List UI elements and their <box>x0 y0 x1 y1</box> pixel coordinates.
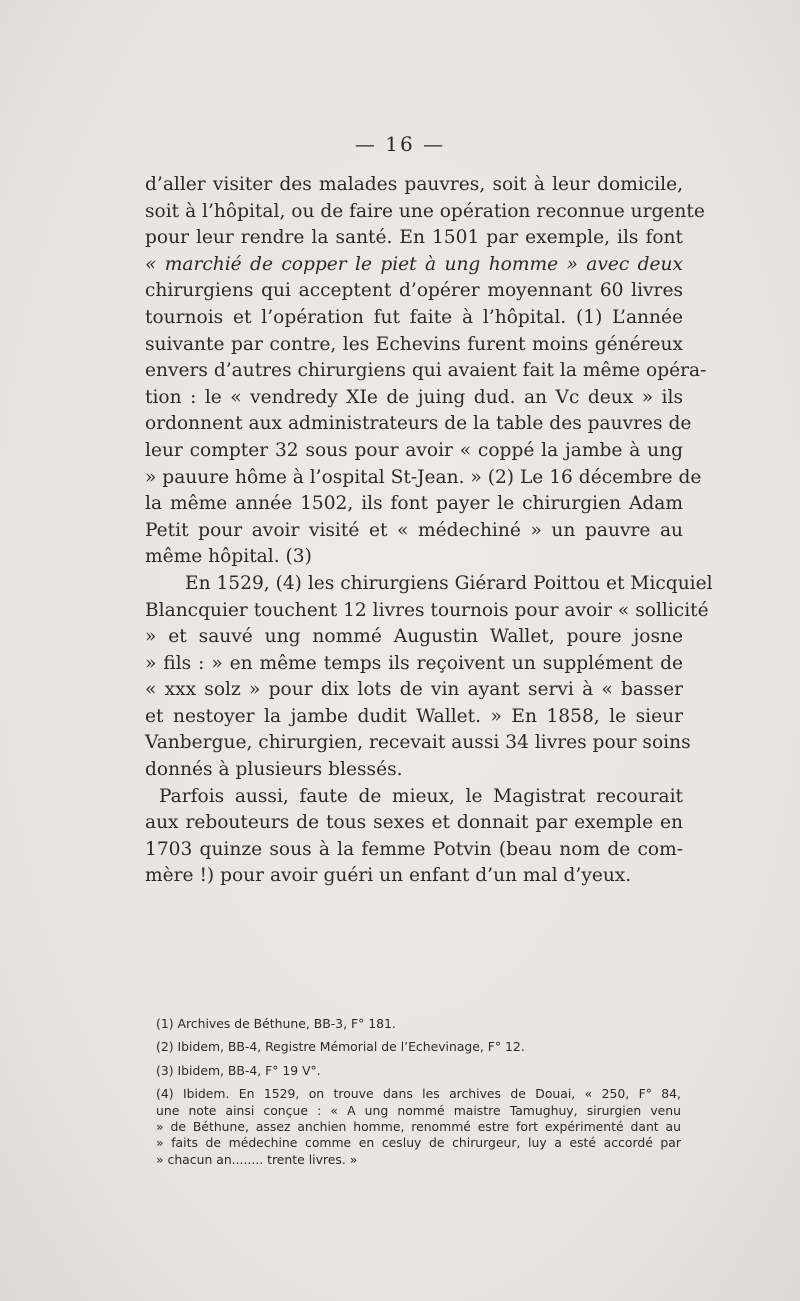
text-line: En 1529, (4) les chirurgiens Giérard Poittou et Micquiel <box>185 572 713 594</box>
text-line: » pauure hôme à l’ospital St-Jean. » (2) Le 16 décembre de <box>145 466 702 488</box>
footnote-line: (4) Ibidem. En 1529, on trouve dans les archives de Douai, « 250, F° 84, <box>156 1086 681 1102</box>
text-line: tournois et l’opération fut faite à l’hôpital. (1) L’année <box>145 306 683 328</box>
text-line: Vanbergue, chirurgien, recevait aussi 34 livres pour soins <box>145 732 691 754</box>
text-line: « marchié de copper le piet à ung homme » avec deux <box>145 253 683 275</box>
paragraph-2 <box>145 571 713 784</box>
text-line: leur compter 32 sous pour avoir « coppé la jambe à ung <box>145 439 683 461</box>
footnote-4 <box>156 1086 681 1168</box>
text-line: la même année 1502, ils font payer le chirurgien Adam <box>145 493 683 515</box>
footnote-3: (3) Ibidem, BB-4, F° 19 V°. <box>156 1062 321 1078</box>
text-line: mère !) pour avoir guéri un enfant d’un mal d’yeux. <box>145 865 632 887</box>
text-line: donnés à plusieurs blessés. <box>145 759 403 781</box>
footnotes <box>156 1016 681 1175</box>
text-line: Parfois aussi, faute de mieux, le Magistrat recourait <box>159 785 683 807</box>
footnote-line: une note ainsi conçue : « A ung nommé maistre Tamughuy, sirurgien venu <box>156 1102 681 1118</box>
footnote-1: (1) Archives de Béthune, BB-3, F° 181. <box>156 1016 396 1031</box>
footnote-2: (2) Ibidem, BB-4, Registre Mémorial de l’Echevinage, F° 12. <box>156 1039 525 1055</box>
page-number: — 16 — <box>354 132 446 156</box>
text-line: suivante par contre, les Echevins furent moins généreux <box>145 333 683 355</box>
text-line: soit à l’hôpital, ou de faire une opération reconnue urgente <box>145 200 705 222</box>
text-line: « xxx solz » pour dix lots de vin ayant servi à « basser <box>145 679 683 701</box>
text-line: » et sauvé ung nommé Augustin Wallet, poure josne <box>145 626 683 648</box>
paragraph-1 <box>145 172 707 571</box>
text-line: envers d’autres chirurgiens qui avaient fait la même opéra- <box>145 360 707 382</box>
text-line: tion : le « vendredy XIe de juing dud. an Vc deux » ils <box>145 386 683 408</box>
text-line: chirurgiens qui acceptent d’opérer moyennant 60 livres <box>145 280 683 302</box>
footnote-line: » faits de médechine comme en cesluy de chirurgeur, luy a esté accordé par <box>156 1135 681 1151</box>
footnote-line: » de Béthune, assez anchien homme, renommé estre fort expérimenté dant au <box>156 1119 681 1135</box>
text-line: Blancquier touchent 12 livres tournois pour avoir « sollicité <box>145 599 709 621</box>
paragraph-3 <box>145 784 683 890</box>
text-line: d’aller visiter des malades pauvres, soit à leur domicile, <box>145 174 683 195</box>
text-line: pour leur rendre la santé. En 1501 par exemple, ils font <box>145 227 683 249</box>
text-line: même hôpital. (3) <box>145 546 312 568</box>
text-line: 1703 quinze sous à la femme Potvin (beau nom de com- <box>145 838 683 860</box>
text-line: ordonnent aux administrateurs de la table des pauvres de <box>145 413 692 435</box>
footnote-line: » chacun an........ trente livres. » <box>156 1151 358 1167</box>
text-line: aux rebouteurs de tous sexes et donnait par exemple en <box>145 812 683 834</box>
text-line: » fils : » en même temps ils reçoivent un supplément de <box>145 652 683 674</box>
text-line: et nestoyer la jambe dudit Wallet. » En 1858, le sieur <box>145 705 683 727</box>
main-text <box>145 172 713 890</box>
text-line: Petit pour avoir visité et « médechiné » un pauvre au <box>145 519 683 541</box>
